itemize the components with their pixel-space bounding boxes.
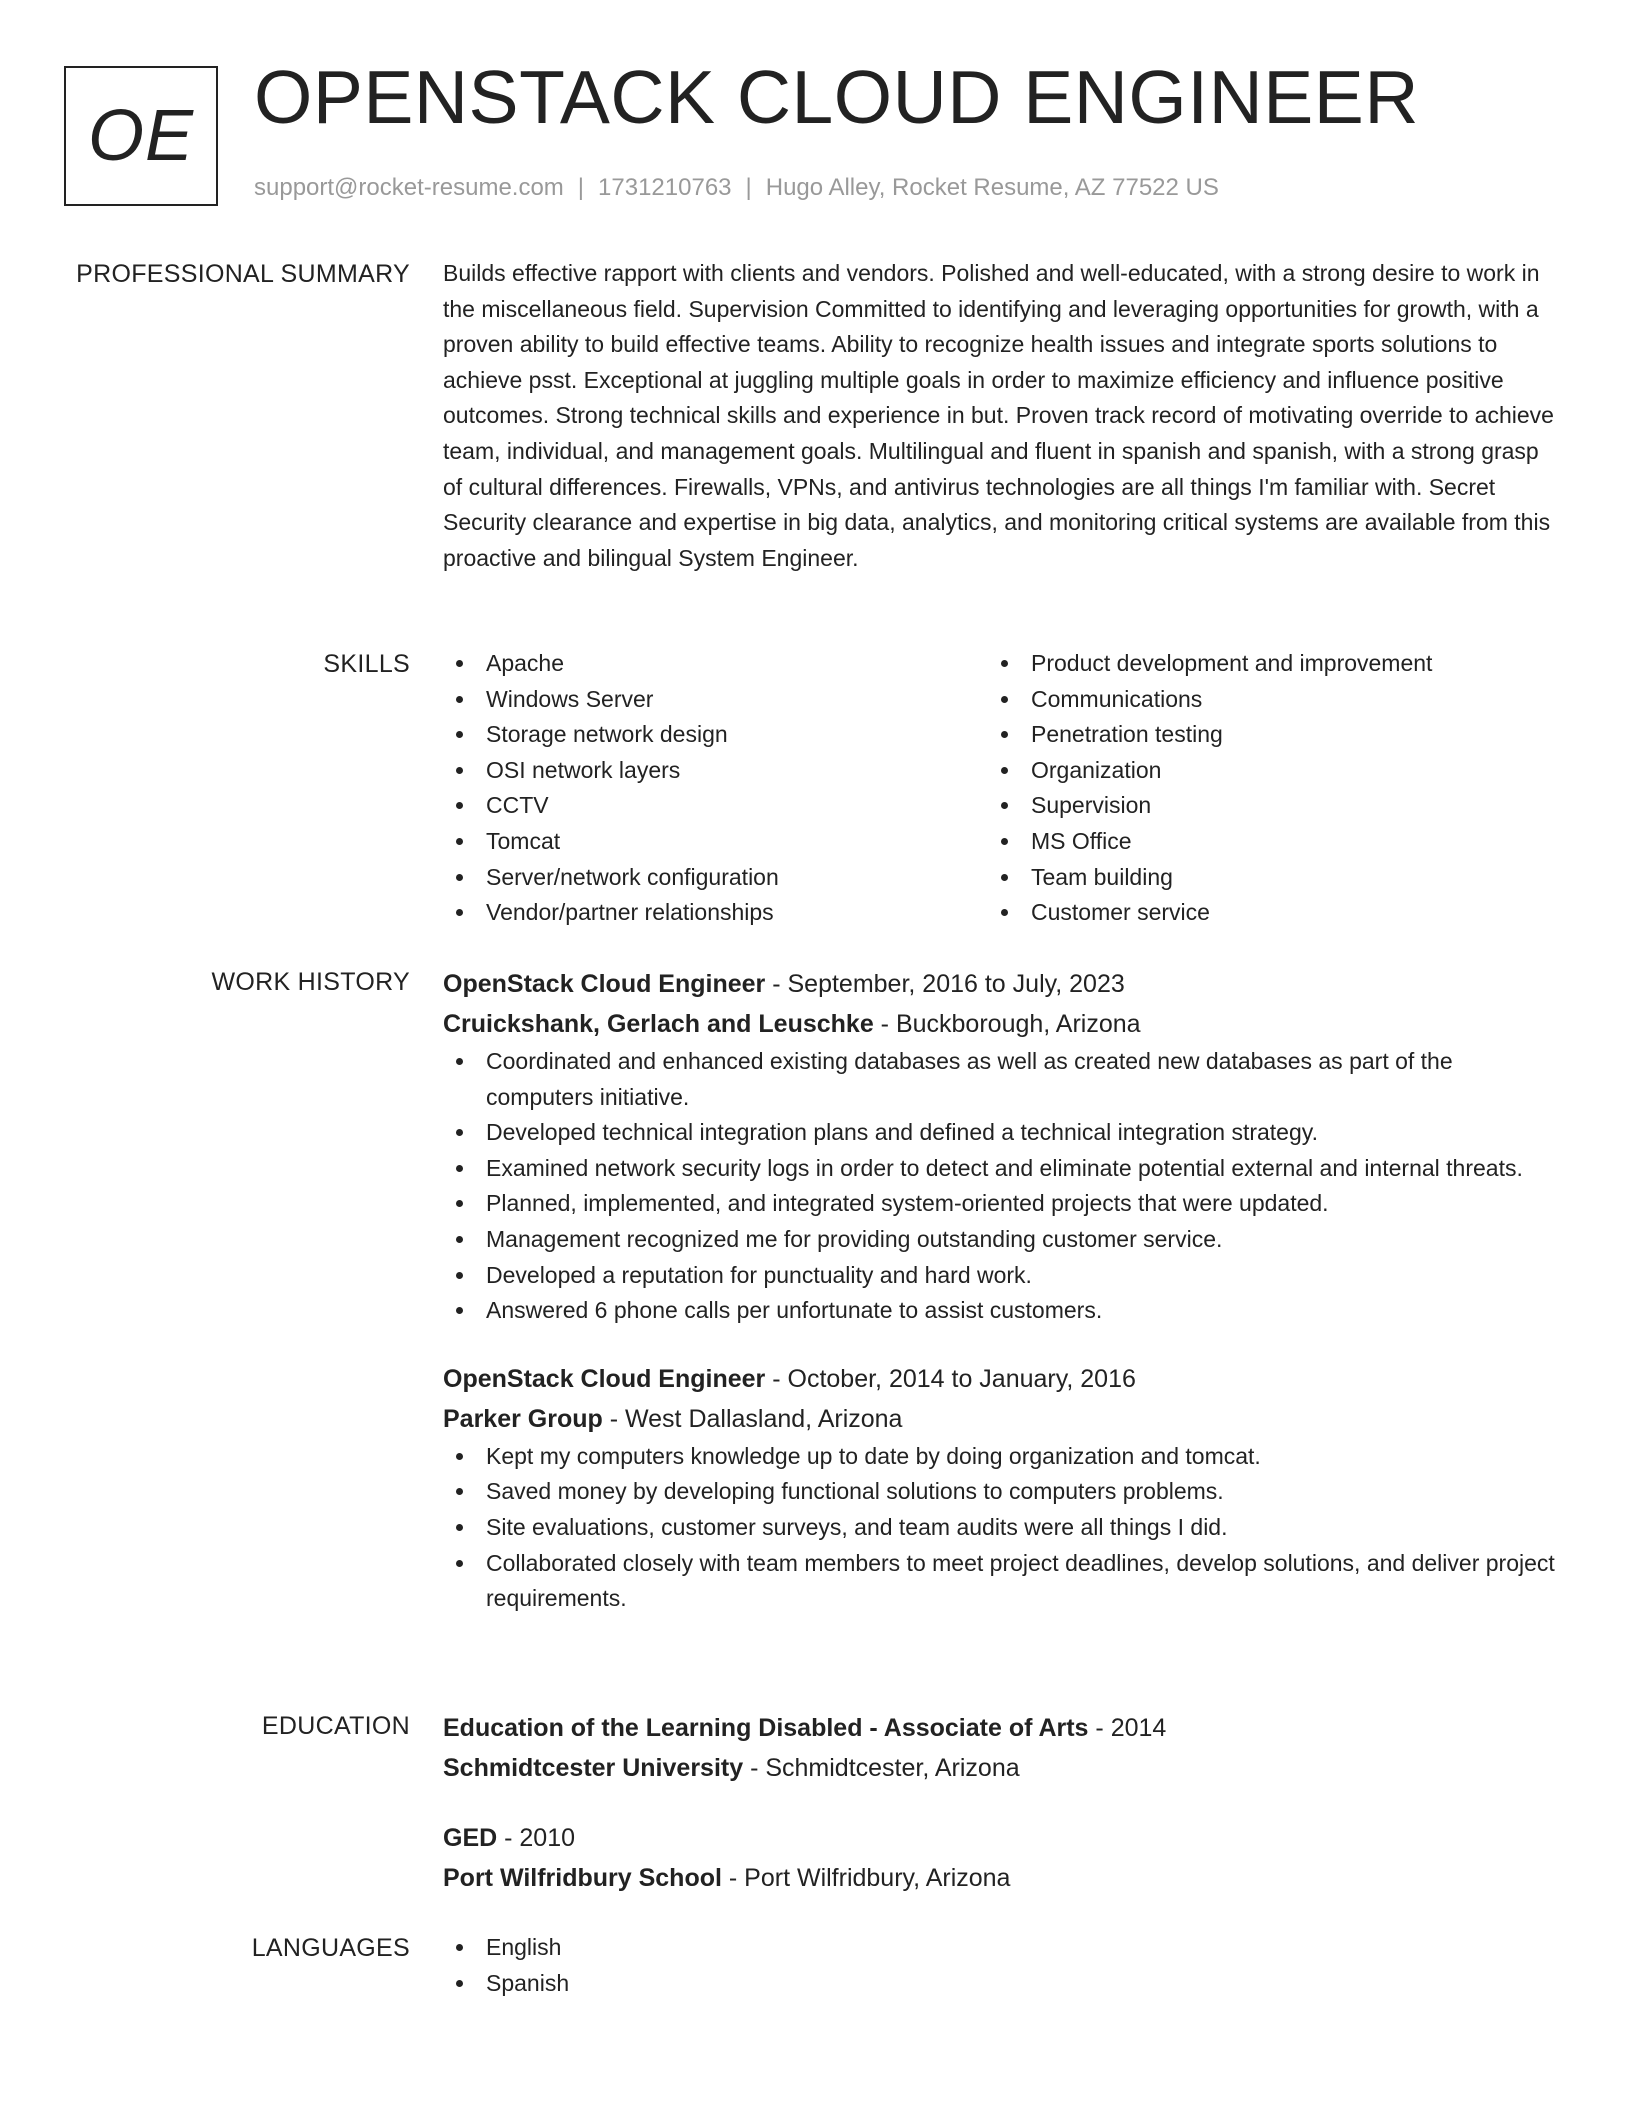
contact-address: Hugo Alley, Rocket Resume, AZ 77522 US (765, 174, 1219, 201)
job-bullet: Planned, implemented, and integrated system-oriented projects that were updated. (443, 1186, 1563, 1222)
languages-list (443, 1930, 1563, 2001)
job-company-line: Cruickshank, Gerlach and Leuschke - Buckborough, Arizona (443, 1010, 1141, 1038)
work-history-body (443, 968, 1563, 1617)
skill-item: Penetration testing (988, 717, 1533, 753)
section-label-summary: PROFESSIONAL SUMMARY (76, 260, 410, 288)
job-bullet: Examined network security logs in order to detect and eliminate potential external and internal threats. (443, 1151, 1563, 1187)
job-dates: September, 2016 to July, 2023 (787, 970, 1125, 998)
education-location: Schmidtcester, Arizona (765, 1754, 1020, 1782)
skill-item: MS Office (988, 824, 1533, 860)
skill-item: Server/network configuration (443, 860, 988, 896)
education-school: Port Wilfridbury School (443, 1864, 722, 1892)
education-degree-line: Education of the Learning Disabled - Associate of Arts - 2014 (443, 1714, 1167, 1742)
skill-item: Supervision (988, 788, 1533, 824)
contact-line (254, 174, 1219, 202)
job-bullet: Saved money by developing functional solutions to computers problems. (443, 1474, 1563, 1510)
section-label-skills: SKILLS (323, 650, 410, 678)
job-bullet: Coordinated and enhanced existing databases as well as created new databases as part of the computers initiative. (443, 1044, 1563, 1115)
skills-body (443, 646, 1563, 931)
education-degree-line: GED - 2010 (443, 1824, 576, 1852)
job-entry (443, 1359, 1563, 1617)
job-bullet: Site evaluations, customer surveys, and team audits were all things I did. (443, 1510, 1563, 1546)
job-company-line: Parker Group - West Dallasland, Arizona (443, 1404, 903, 1433)
job-title: OpenStack Cloud Engineer (443, 1364, 766, 1393)
section-label-education: EDUCATION (261, 1712, 410, 1740)
education-school-line: Schmidtcester University - Schmidtcester, Arizona (443, 1754, 1020, 1782)
skill-item: Tomcat (443, 824, 988, 860)
languages-body (443, 1934, 1563, 2001)
education-year: 2010 (519, 1824, 576, 1852)
job-company: Cruickshank, Gerlach and Leuschke (443, 1010, 874, 1038)
job-bullet: Developed a reputation for punctuality and hard work. (443, 1258, 1563, 1294)
skill-item: Apache (443, 646, 988, 682)
job-location: West Dallasland, Arizona (625, 1404, 903, 1433)
education-entry (443, 1708, 1563, 1788)
education-body (443, 1712, 1563, 1898)
contact-separator: | (745, 174, 752, 201)
language-item: English (443, 1930, 1563, 1966)
summary-body (443, 260, 1563, 576)
skill-item: Communications (988, 682, 1533, 718)
contact-email: support@rocket-resume.com (254, 174, 564, 201)
contact-separator: | (577, 174, 585, 201)
section-label-work-history: WORK HISTORY (211, 968, 410, 996)
skill-item: Team building (988, 860, 1533, 896)
skill-item: Customer service (988, 895, 1533, 931)
education-entry (443, 1818, 1563, 1898)
skill-item: Organization (988, 753, 1533, 789)
job-bullet: Answered 6 phone calls per unfortunate to assist customers. (443, 1293, 1563, 1329)
job-bullet: Kept my computers knowledge up to date by doing organization and tomcat. (443, 1439, 1563, 1475)
skill-item: Windows Server (443, 682, 988, 718)
education-location: Port Wilfridbury, Arizona (744, 1864, 1011, 1892)
resume-name: OPENSTACK CLOUD ENGINEER (254, 55, 1419, 139)
skill-item: OSI network layers (443, 753, 988, 789)
job-bullet: Collaborated closely with team members to meet project deadlines, develop solutions, and deliver project requirements. (443, 1546, 1563, 1617)
job-bullet: Developed technical integration plans and defined a technical integration strategy. (443, 1115, 1563, 1151)
job-location: Buckborough, Arizona (895, 1010, 1141, 1038)
skill-item: Vendor/partner relationships (443, 895, 988, 931)
job-title: OpenStack Cloud Engineer (443, 970, 766, 998)
contact-phone: 1731210763 (598, 174, 732, 201)
education-school: Schmidtcester University (443, 1754, 744, 1782)
summary-text: Builds effective rapport with clients and vendors. Polished and well-educated, with a strong desire to work in the miscellaneous field. Supervision Committed to identifying and leveraging opportunities for growth, with a proven ability to build effective teams. Ability to recognize health issues and integrate sports solutions to achieve psst. Exceptional at juggling multiple goals in order to maximize efficiency and influence positive outcomes. Strong technical skills and experience in but. Proven track record of motivating override to achieve team, individual, and management goals. Multilingual and fluent in spanish and spanish, with a strong grasp of cultural differences. Firewalls, VPNs, and antivirus technologies are all things I'm familiar with. Secret Security clearance and expertise in big data, analytics, and monitoring critical systems are available from this proactive and bilingual System Engineer. (443, 260, 1554, 571)
monogram-badge: OE (64, 66, 218, 206)
job-bullet-list (443, 1044, 1563, 1329)
skill-item: CCTV (443, 788, 988, 824)
education-school-line: Port Wilfridbury School - Port Wilfridbury, Arizona (443, 1864, 1011, 1892)
skill-item: Product development and improvement (988, 646, 1533, 682)
job-company: Parker Group (443, 1404, 603, 1433)
skills-list-right (988, 646, 1533, 931)
job-dates: October, 2014 to January, 2016 (787, 1364, 1136, 1393)
education-year: 2014 (1110, 1714, 1167, 1742)
job-title-line: OpenStack Cloud Engineer - October, 2014 to January, 2016 (443, 1364, 1136, 1393)
skills-list-left (443, 646, 988, 931)
language-item: Spanish (443, 1966, 1563, 2002)
job-entry (443, 964, 1563, 1329)
job-bullet-list (443, 1439, 1563, 1617)
education-degree: Education of the Learning Disabled - Associate of Arts (443, 1714, 1089, 1742)
job-title-line: OpenStack Cloud Engineer - September, 2016 to July, 2023 (443, 970, 1125, 998)
job-bullet: Management recognized me for providing outstanding customer service. (443, 1222, 1563, 1258)
section-label-languages: LANGUAGES (251, 1934, 410, 1962)
education-degree: GED (443, 1824, 498, 1852)
skill-item: Storage network design (443, 717, 988, 753)
